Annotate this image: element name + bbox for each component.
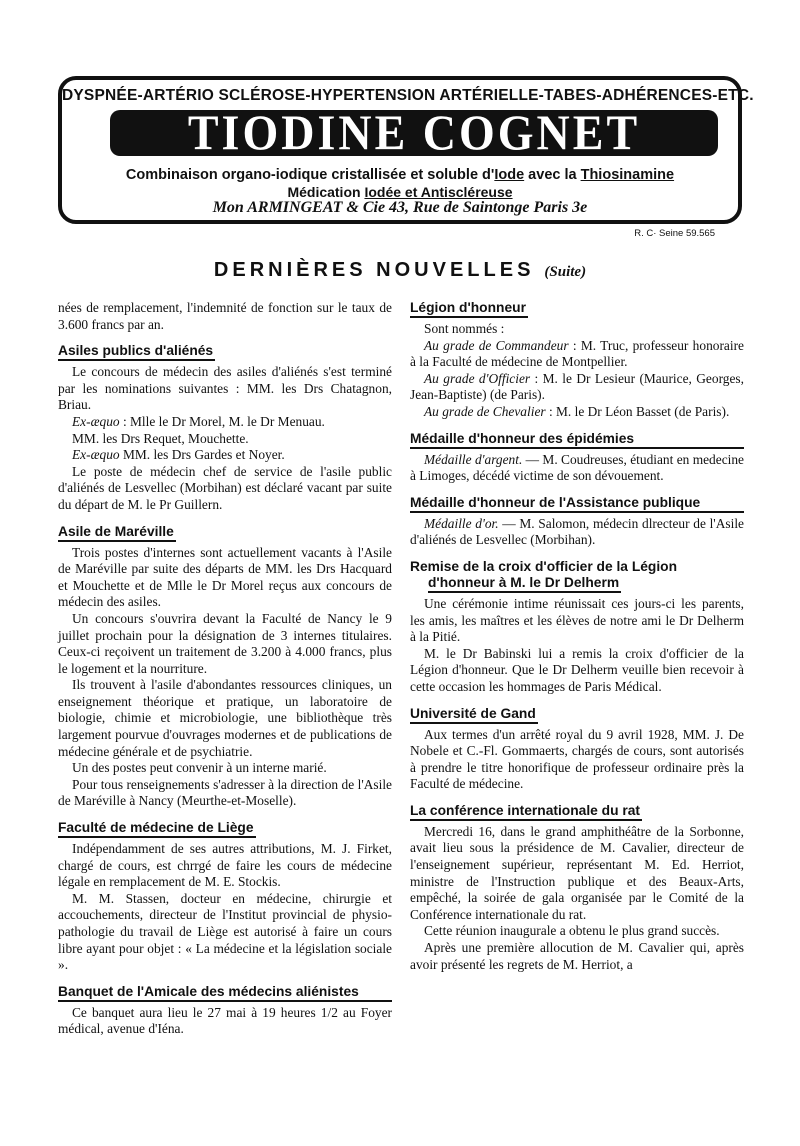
right-column — [410, 300, 744, 973]
section-header — [0, 259, 800, 282]
intro-paragraph: nées de remplacement, l'indemnité de fonction sur le taux de 3.600 francs par an. — [58, 300, 392, 332]
paragraph: Cette réunion inaugurale a obtenu le plus grand succès. — [424, 923, 720, 939]
paragraph: Mercredi 16, dans le grand amphithéâtre de la Sorbonne, avait lieu sous la présidence de M. Cavalier, directeur de l'enseignement supérieur, représentant M. Ed. Herriot, ministre de l'Instruction publique et des Beaux-Arts, empêché, la soirée de gala organisée par le Comité de la Conférence internationale du rat. — [410, 823, 744, 922]
heading-liege: Faculté de médecine de Liège — [58, 820, 256, 838]
heading-banquet: Banquet de l'Amicale des médecins aliénistes — [58, 984, 392, 1002]
paragraph: MM. les Drs Requet, Mouchette. — [72, 430, 249, 446]
paragraph: Après une première allocution de M. Cavalier qui, après avoir présenté les regrets de M. Herriot, a — [410, 940, 744, 972]
paragraph: Pour tous renseignements s'adresser à la direction de l'Asile de Maréville à Nancy (Meurthe-et-Moselle). — [58, 776, 392, 809]
heading-assistance-publique: Médaille d'honneur de l'Assistance publique — [410, 495, 744, 513]
paragraph: Un des postes peut convenir à un interne marié. — [72, 760, 327, 776]
paragraph: Médaille d'or. — M. Salomon, médecin dlrecteur de l'Asile d'aliénés de Lesvellec (Morbihan). — [410, 515, 744, 548]
left-column — [58, 300, 392, 1038]
paragraph: Ce banquet aura lieu le 27 mai à 19 heures 1/2 au Foyer médical, avenue d'Iéna. — [58, 1004, 392, 1037]
heading-legion-honneur: Légion d'honneur — [410, 300, 528, 318]
ad-address: Mon ARMINGEAT & Cie 43, Rue de Saintonge Paris 3e — [212, 199, 588, 216]
paragraph: Un concours s'ouvrira devant la Faculté de Nancy le 9 juillet prochain pour la désignation de 3 internes titulaires. Ceux-ci reçoivent un traitement de 3.200 à 4.000 francs, plus le logement et la nourriture. — [58, 610, 392, 676]
ad-brand-band — [110, 104, 718, 160]
ad-medication: Médication Iodée et Antiscléreuse — [287, 184, 513, 200]
heading-asiles-publics: Asiles publics d'aliénés — [58, 343, 215, 361]
heading-croix-officier: Remise de la croix d'officier de la Légion — [410, 558, 678, 574]
paragraph: Indépendamment de ses autres attributions, M. J. Firket, chargé de cours, est chrrgé de faire les cours de médecine légale en remplacement de M. E. Stockis. — [58, 841, 392, 890]
paragraph: Médaille d'argent. — M. Coudreuses, étudiant en medecine à Limoges, décédé victime de son dévouement. — [410, 451, 745, 484]
paragraph: Sont nommés : — [424, 321, 505, 336]
paragraph: Une cérémonie intime réunissait ces jours-ci les parents, les amis, les maîtres et les élèves de notre ami le Dr Delherm à la Pitié. — [410, 595, 744, 645]
paragraph: Ex-æquo : Mlle le Dr Morel, M. le Dr Menuau. — [72, 413, 325, 429]
ad-indications: DYSPNÉE-ARTÉRIO SCLÉROSE-HYPERTENSION ARTÉRIELLE-TABES-ADHÉRENCES-ETC. — [62, 87, 754, 104]
paragraph: Au grade de Commandeur : M. Truc, professeur honoraire à la Faculté de médecine de Montpellier. — [410, 337, 744, 370]
heading-mareville: Asile de Maréville — [58, 524, 176, 542]
section-title: DERNIÈRES NOUVELLES — [213, 259, 535, 281]
registry-number: R. C· Seine 59.565 — [634, 228, 715, 239]
advertisement-box — [58, 76, 754, 224]
section-suite: (Suite) — [544, 264, 587, 280]
paragraph: Le poste de médecin chef de service de l'asile public d'aliénés de Lesvellec (Morbihan) est déclaré vacant par suite du départ de M. le Pr Guillern. — [58, 463, 392, 512]
paragraph: M. M. Stassen, docteur en médecine, chirurgie et accouchements, directeur de l'Institut provincial de physio-pathologie du travail de Liège est autorisé à faire un cours libre ayant pour objet : « La médecine et la législation sociale ». — [58, 890, 392, 973]
paragraph: Aux termes d'un arrêté royal du 9 avril 1928, MM. J. De Nobele et C.-Fl. Gommaerts, chargés de cours, sont autorisés à prendre le titre honorifique de professeur ordinaire près la Faculté de médecine. — [410, 726, 744, 792]
paragraph: Le concours de médecin des asiles d'aliénés s'est terminé par les nominations suivantes : MM. les Drs Chatagnon, Briau. — [58, 364, 392, 413]
paragraph: Ils trouvent à l'asile d'abondantes ressources cliniques, un enseignement théorique et pratique, un laboratoire de biologie, chimie et microbiologie, une bibliothèque très largement pourvue d'ouvrages modernes et de publications de médecine générale et de psychiatrie. — [58, 677, 392, 759]
heading-epidemies: Médaille d'honneur des épidémies — [410, 431, 744, 449]
paragraph: M. le Dr Babinski lui a remis la croix d'officier de la Légion d'honneur. Que le Dr Delherm veuille bien recevoir à cette occasion les hommages de Paris Médical. — [410, 645, 744, 694]
ad-description: Combinaison organo-iodique cristallisée et soluble d'Iode avec la Thiosinamine — [125, 167, 675, 183]
heading-gand: Université de Gand — [410, 706, 538, 724]
heading-croix-officier-line2: d'honneur à M. le Dr Delherm — [428, 575, 621, 593]
paragraph: Ex-æquo MM. les Drs Gardes et Noyer. — [72, 447, 285, 463]
paragraph: Au grade d'Officier : M. le Dr Lesieur (Maurice, Georges, Jean-Baptiste) (de Paris). — [410, 370, 744, 403]
heading-conference-rat: La conférence internationale du rat — [410, 803, 642, 821]
paragraph: Trois postes d'internes sont actuellement vacants à l'Asile de Maréville par suite des départs de MM. les Drs Hacquard et Mouchette et de Mlle le Dr Morel reçus aux concours de médecin des asiles. — [58, 544, 392, 610]
paragraph: Au grade de Chevalier : M. le Dr Léon Basset (de Paris). — [424, 403, 730, 419]
ad-brand-name: TIODINE COGNET — [187, 104, 641, 160]
